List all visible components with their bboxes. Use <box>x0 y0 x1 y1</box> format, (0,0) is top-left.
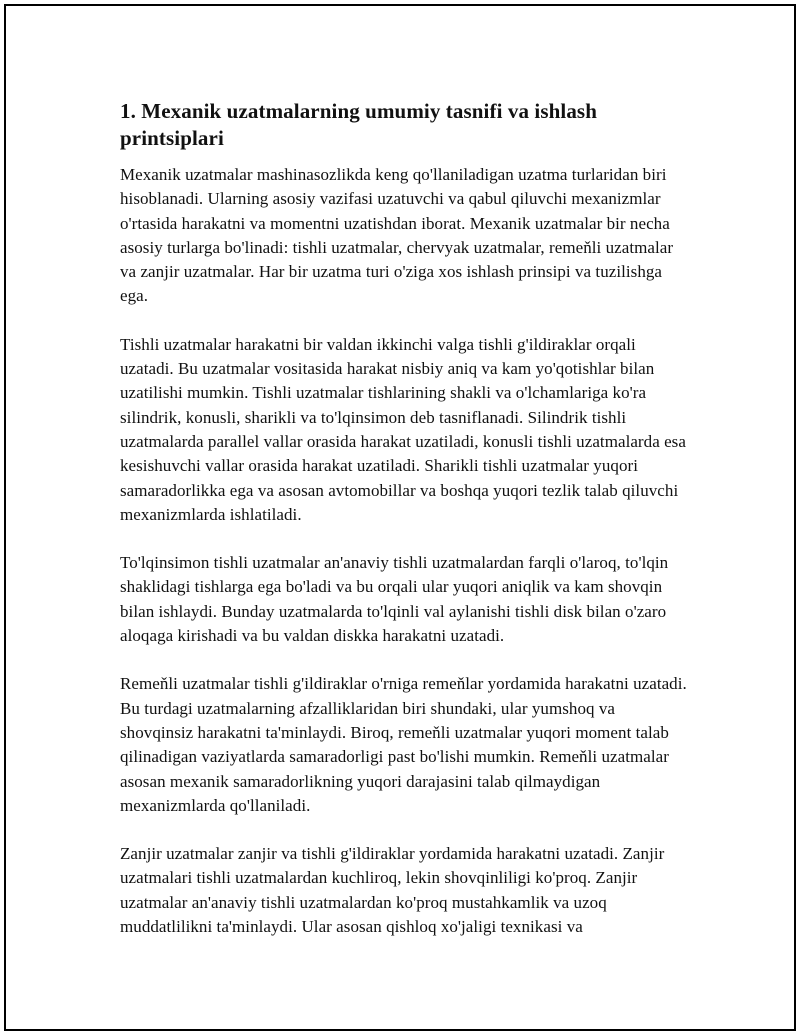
section-heading: 1. Mexanik uzatmalarning umumiy tasnifi va ishlash printsiplari <box>120 99 597 150</box>
document-body <box>120 98 690 963</box>
paragraph-overview: Mexanik uzatmalar mashinasozlikda keng qo'llaniladigan uzatma turlaridan biri hisoblanadi. Ularning asosiy vazifasi uzatuvchi va qabul qiluvchi mexanizmlar o'rtasida harakatni va momentni uzatishdan iborat. Mexanik uzatmalar bir necha asosiy turlarga bo'linadi: tishli uzatmalar, chervyak uzatmalar, remeňli uzatmalar va zanjir uzatmalar. Har bir uzatma turi o'ziga xos ishlash prinsipi va tuzilishga ega. <box>120 165 674 306</box>
paragraph-gear-drives: Tishli uzatmalar harakatni bir valdan ikkinchi valga tishli g'ildiraklar orqali uzatadi. Bu uzatmalar vositasida harakat nisbiy aniq va kam yo'qotishlar bilan uzatilishi mumkin. Tishli uzatmalar tishlarining shakli va o'lchamlariga ko'ra silindrik, konusli, sharikli va to'lqinsimon deb tasniflanadi. Silindrik tishli uzatmalarda parallel vallar orasida harakat uzatiladi, konusli tishli uzatmalarda esa kesishuvchi vallar orasida harakat uzatiladi. Sharikli tishli uzatmalar yuqori samaradorlikka ega va asosan avtomobillar va boshqa yuqori tezlik talab qiluvchi mexanizmlarda ishlatiladi. <box>120 334 686 524</box>
document-page <box>4 4 796 1031</box>
paragraph-chain-drives: Zanjir uzatmalar zanjir va tishli g'ildiraklar yordamida harakatni uzatadi. Zanjir uzatmalari tishli uzatmalardan kuchliroq, lekin shovqinliligi ko'proq. Zanjir uzatmalar an'anaviy tishli uzatmalardan ko'proq mustahkamlik va uzoq muddatlilikni ta'minlaydi. Ular asosan qishloq xo'jaligi texnikasi va <box>120 844 665 937</box>
paragraph-wave-gears: To'lqinsimon tishli uzatmalar an'anaviy tishli uzatmalardan farqli o'laroq, to'lqin shaklidagi tishlarga ega bo'ladi va bu orqali ular yuqori aniqlik va kam shovqin bilan ishlaydi. Bunday uzatmalarda to'lqinli val aylanishi tishli disk bilan o'zaro aloqaga kirishadi va bu valdan diskka harakatni uzatadi. <box>120 553 669 646</box>
paragraph-belt-drives: Remeňli uzatmalar tishli g'ildiraklar o'rniga remeňlar yordamida harakatni uzatadi. Bu turdagi uzatmalarning afzalliklaridan biri shundaki, ular yumshoq va shovqinsiz harakatni ta'minlaydi. Biroq, remeňli uzatmalar yuqori moment talab qilinadigan vaziyatlarda samaradorligi past bo'lishi mumkin. Remeňli uzatmalar asosan mexanik samaradorlikning yuqori darajasini talab qilmaydigan mexanizmlarda qo'llaniladi. <box>120 674 687 815</box>
